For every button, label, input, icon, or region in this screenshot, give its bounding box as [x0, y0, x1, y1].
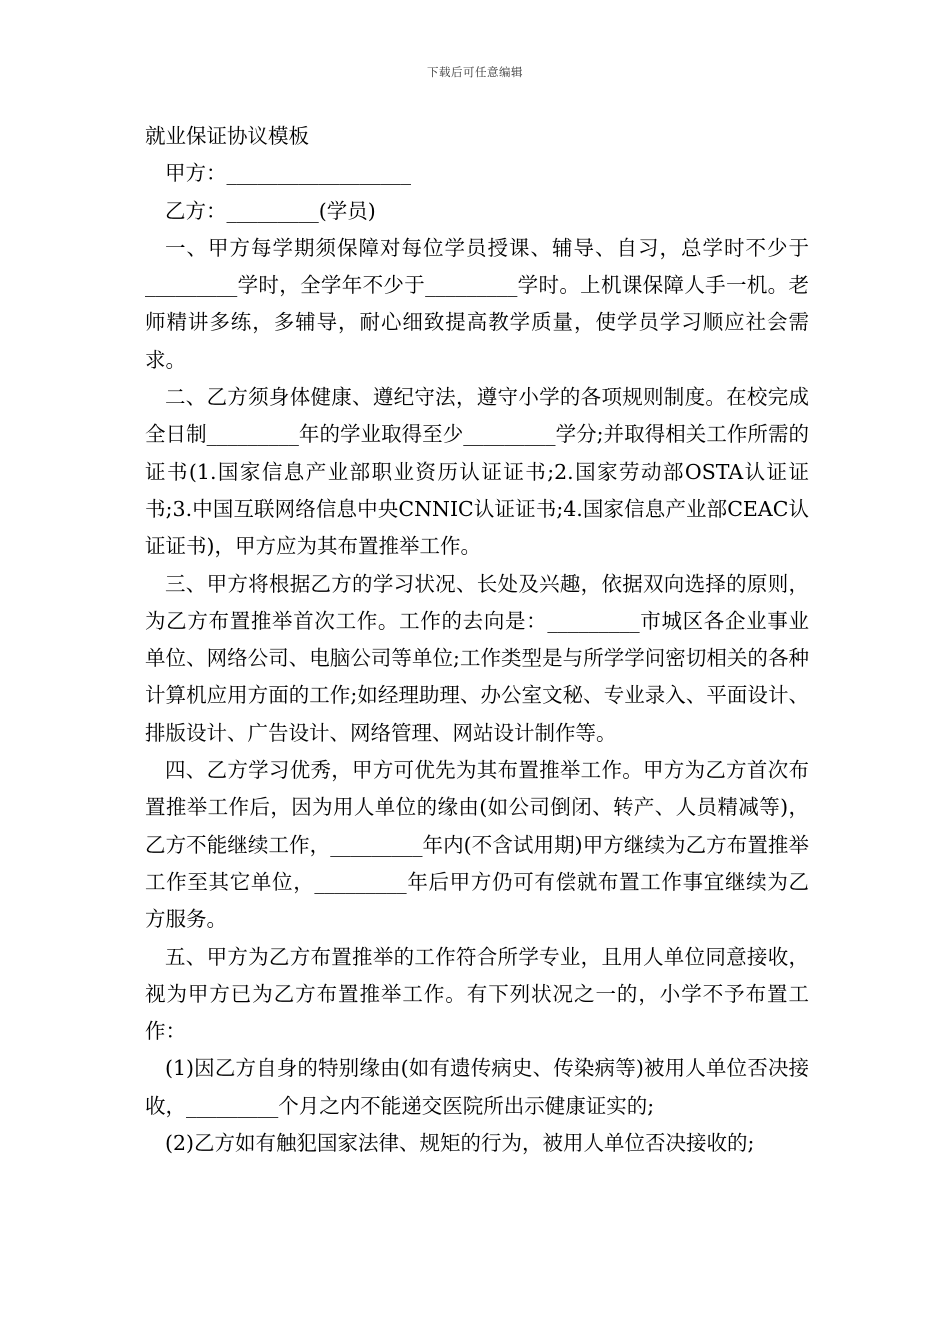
- document-title: 就业保证协议模板: [145, 124, 309, 148]
- clause-1: 一、甲方每学期须保障对每位学员授课、辅导、自习，总学时不少于_________学时，全学年不少于_________学时。上机课保障人手一机。老师精讲多练，多辅导，耐心细致提高教学质量，使学员学习顺应社会需求。: [145, 235, 809, 372]
- clause-5-item-1: (1)因乙方自身的特别缘由(如有遗传病史、传染病等)被用人单位否决接收，_________个月之内不能递交医院所出示健康证实的;: [145, 1056, 809, 1118]
- document-body: [145, 118, 809, 1162]
- party-b-line: 乙方：_________(学员): [165, 198, 376, 223]
- clause-5: 五、甲方为乙方布置推举的工作符合所学专业，且用人单位同意接收，视为甲方已为乙方布置推举工作。有下列状况之一的，小学不予布置工作：: [145, 944, 809, 1044]
- clause-4: 四、乙方学习优秀，甲方可优先为其布置推举工作。甲方为乙方首次布置推举工作后，因为用人单位的缘由(如公司倒闭、转产、人员精减等)，乙方不能继续工作，_________年内(不含试用期)甲方继续为乙方布置推举工作至其它单位，_________年后甲方仍可有偿就布置工作事宜继续为乙方服务。: [145, 758, 809, 932]
- clause-3: 三、甲方将根据乙方的学习状况、长处及兴趣，依据双向选择的原则，为乙方布置推举首次工作。工作的去向是：_________市城区各企业事业单位、网络公司、电脑公司等单位;工作类型是与所学学问密切相关的各种计算机应用方面的工作;如经理助理、办公室文秘、专业录入、平面设计、排版设计、广告设计、网络管理、网站设计制作等。: [145, 571, 809, 745]
- clause-5-item-2: (2)乙方如有触犯国家法律、规矩的行为，被用人单位否决接收的;: [165, 1131, 755, 1156]
- clause-2: 二、乙方须身体健康、遵纪守法，遵守小学的各项规则制度。在校完成全日制_________年的学业取得至少_________学分;并取得相关工作所需的证书(1.国家信息产业部职业资历认证证书;2.国家劳动部OSTA认证证书;3.中国互联网络信息中央CNNIC认证证书;4.国家信息产业部CEAC认证证书)，甲方应为其布置推举工作。: [145, 385, 809, 559]
- party-a-line: 甲方：__________________: [165, 161, 411, 186]
- page-header: 下载后可任意编辑: [427, 65, 523, 79]
